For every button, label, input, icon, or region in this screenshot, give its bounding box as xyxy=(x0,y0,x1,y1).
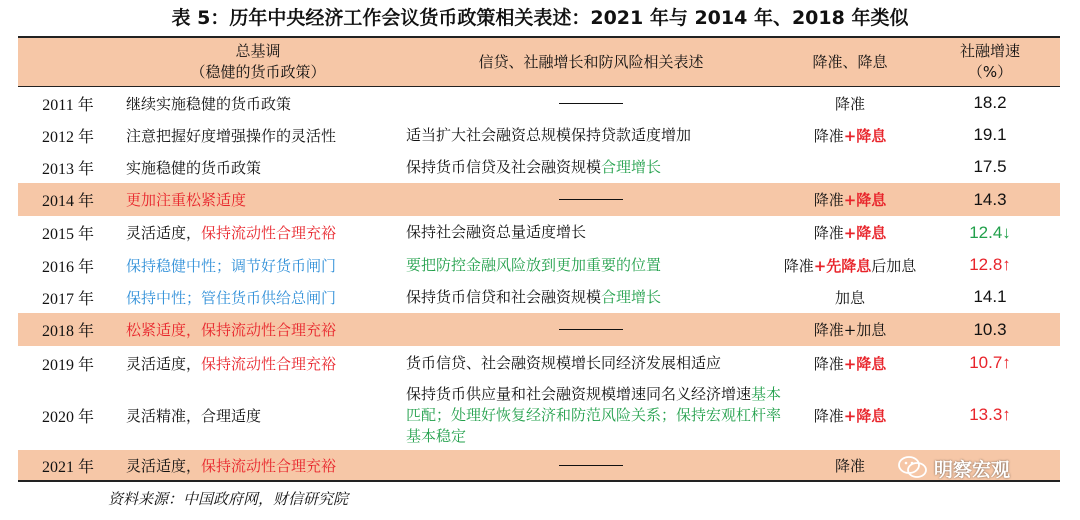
rate-text xyxy=(814,125,887,146)
dash-line xyxy=(559,103,623,104)
rate-segment: 加息 xyxy=(834,288,865,307)
tsf-cell xyxy=(920,380,1060,450)
tsf-cell xyxy=(920,313,1060,346)
credit-cell-empty xyxy=(402,313,780,346)
policy-segment: 保持流动性合理充裕 xyxy=(201,456,337,475)
policy-text xyxy=(126,255,336,276)
credit-segment: 保持货币信贷及社会融资规模 xyxy=(406,157,602,176)
rate-text xyxy=(814,353,887,374)
table-row xyxy=(18,216,1060,249)
credit-cell xyxy=(406,380,786,450)
policy-cell xyxy=(126,216,406,249)
credit-segment: 保持货币供应量和社会融资规模增速同名义经济增速 xyxy=(406,384,752,403)
table-row xyxy=(18,249,1060,281)
rate-text xyxy=(814,189,887,210)
tsf-cell xyxy=(920,87,1060,119)
tsf-value: 18.2 xyxy=(973,93,1007,112)
policy-cell xyxy=(126,87,406,119)
year-cell: 2019 年 xyxy=(41,356,94,374)
rate-segment: 降准 xyxy=(813,224,844,242)
arrow-up-icon: ↑ xyxy=(1002,255,1011,274)
policy-cell xyxy=(126,281,406,313)
policy-cell xyxy=(126,313,406,346)
rate-text xyxy=(814,319,887,340)
year-cell: 2021 年 xyxy=(41,458,94,476)
year-cell: 2014 年 xyxy=(41,193,94,210)
rate-cell xyxy=(780,249,920,281)
credit-segment: 保持货币信贷和社会融资规模 xyxy=(406,287,602,306)
arrow-up-icon: ↑ xyxy=(1002,353,1011,372)
rate-cell xyxy=(780,281,920,313)
policy-text xyxy=(126,189,246,210)
policy-segment: 灵活精准，合理适度 xyxy=(126,406,262,425)
header-credit xyxy=(402,38,780,86)
credit-cell-empty xyxy=(402,450,780,480)
tsf-cell xyxy=(920,119,1060,151)
credit-text xyxy=(406,353,721,374)
wechat-icon xyxy=(898,455,928,481)
year-cell: 2015 年 xyxy=(41,226,94,243)
tsf-value: 10.3 xyxy=(973,319,1007,339)
rate-segment: 后加息 xyxy=(871,256,917,275)
credit-cell xyxy=(406,249,786,281)
rate-segment: 降准 xyxy=(834,456,865,475)
table-row xyxy=(18,281,1060,313)
credit-cell xyxy=(406,346,786,380)
year-cell: 2013 年 xyxy=(41,160,94,178)
rate-text xyxy=(835,287,865,308)
tsf-cell xyxy=(920,216,1060,249)
header-rate xyxy=(780,38,920,86)
tsf-value: 10.7 xyxy=(969,353,1003,372)
policy-text xyxy=(126,222,336,243)
rate-cell xyxy=(780,313,920,346)
tsf-value: 12.4 xyxy=(969,222,1003,242)
policy-text xyxy=(126,93,291,114)
policy-cell xyxy=(126,119,406,151)
policy-segment: 灵活适度， xyxy=(126,224,202,242)
credit-cell xyxy=(406,281,786,313)
tsf-value: 17.5 xyxy=(973,157,1007,176)
dash-line xyxy=(559,465,623,466)
policy-cell xyxy=(126,151,406,183)
credit-segment: 合理增长 xyxy=(601,287,662,306)
rate-segment: 降准 xyxy=(813,126,844,145)
rate-text xyxy=(835,93,865,114)
tsf-cell xyxy=(920,151,1060,183)
source-note: 资料来源：中国政府网，财信研究院 xyxy=(108,490,349,508)
table-row xyxy=(18,119,1060,151)
arrow-up-icon: ↑ xyxy=(1002,405,1011,424)
header-credit-label: 信贷、社融增长和防风险相关表述 xyxy=(478,52,704,71)
policy-text xyxy=(126,319,336,340)
policy-cell xyxy=(126,249,406,281)
policy-text xyxy=(126,125,336,146)
rate-text xyxy=(835,455,865,476)
table-row xyxy=(18,87,1060,119)
policy-segment: 保持流动性合理充裕 xyxy=(201,224,337,242)
credit-cell xyxy=(406,119,786,151)
credit-text xyxy=(406,287,661,308)
credit-text xyxy=(406,157,661,178)
policy-segment: 实施稳健的货币政策 xyxy=(126,158,262,177)
arrow-down-icon: ↓ xyxy=(1002,222,1011,242)
header-tsf xyxy=(920,38,1060,86)
policy-text xyxy=(126,157,261,178)
rate-cell xyxy=(780,346,920,380)
header-policy-line2: （稳健的货币政策） xyxy=(190,63,326,81)
credit-cell-empty xyxy=(402,87,780,119)
credit-cell-empty xyxy=(402,183,780,216)
table-header xyxy=(18,38,1060,86)
policy-text xyxy=(126,455,336,476)
watermark xyxy=(898,452,1010,484)
rate-cell xyxy=(780,151,920,183)
rate-segment: +降息 xyxy=(843,191,887,209)
header-policy xyxy=(118,38,398,86)
header-rate-label: 降准、降息 xyxy=(812,52,888,71)
table-title: 表 5：历年中央经济工作会议货币政策相关表述：2021 年与 2014 年、2018 年类似 xyxy=(171,7,909,29)
year-cell: 2011 年 xyxy=(42,96,94,114)
policy-segment: 灵活适度， xyxy=(126,456,202,475)
rate-segment: +降息 xyxy=(843,406,887,425)
table-row xyxy=(18,346,1060,380)
policy-segment: 松紧适度，保持流动性合理充裕 xyxy=(126,321,337,339)
rate-cell xyxy=(780,183,920,216)
credit-cell xyxy=(406,151,786,183)
rate-cell xyxy=(780,119,920,151)
credit-segment: 合理增长 xyxy=(601,157,662,176)
dash-line xyxy=(559,329,623,330)
rate-segment: +降息 xyxy=(843,224,887,242)
policy-segment: 继续实施稳健的货币政策 xyxy=(126,94,292,113)
policy-text xyxy=(126,405,261,426)
rate-text xyxy=(784,255,917,276)
credit-text xyxy=(406,255,661,276)
rate-cell xyxy=(780,216,920,249)
tsf-value: 14.1 xyxy=(973,287,1007,306)
header-tsf-line2: （%） xyxy=(967,63,1013,81)
rate-segment: 降准+加息 xyxy=(813,321,887,339)
tsf-cell xyxy=(920,346,1060,380)
rate-segment: 降准 xyxy=(813,354,844,373)
credit-segment: 要把防控金融风险放到更加重要的位置 xyxy=(406,255,662,274)
rate-segment: +降息 xyxy=(843,354,887,373)
rate-segment: 降准 xyxy=(834,94,865,113)
credit-text xyxy=(406,384,786,447)
credit-text xyxy=(406,222,586,243)
table-row xyxy=(18,380,1060,450)
rate-segment: 降准 xyxy=(813,191,844,209)
rate-cell xyxy=(780,380,920,450)
header-tsf-line1: 社融增速 xyxy=(959,42,1020,60)
policy-segment: 保持流动性合理充裕 xyxy=(201,354,337,373)
credit-segment: 保持社会融资总量适度增长 xyxy=(406,223,587,241)
policy-cell xyxy=(126,380,406,450)
policy-segment: 注意把握好度增强操作的灵活性 xyxy=(126,126,337,145)
policy-segment: 保持中性；管住货币供给总闸门 xyxy=(126,288,337,307)
tsf-value: 14.3 xyxy=(973,189,1007,209)
rate-text xyxy=(814,405,887,426)
policy-text xyxy=(126,287,336,308)
year-cell: 2012 年 xyxy=(41,128,94,146)
policy-segment: 灵活适度， xyxy=(126,354,202,373)
credit-segment: 货币信贷、社会融资规模增长同经济发展相适应 xyxy=(406,353,722,372)
policy-text xyxy=(126,353,336,374)
table-row xyxy=(18,313,1060,346)
rate-text xyxy=(814,222,887,243)
year-cell: 2020 年 xyxy=(41,408,94,426)
credit-text xyxy=(406,125,691,146)
rate-cell xyxy=(780,87,920,119)
tsf-value: 19.1 xyxy=(973,125,1007,144)
policy-segment: 保持稳健中性；调节好货币闸门 xyxy=(126,256,337,275)
header-policy-line1: 总基调 xyxy=(235,42,281,60)
table-row xyxy=(18,151,1060,183)
tsf-value: 13.3 xyxy=(969,405,1003,424)
credit-segment: 基本匹配；处理好恢复经济和防范风险关系；保持宏观杠杆率基本稳定 xyxy=(406,384,782,445)
year-cell: 2017 年 xyxy=(41,290,94,308)
year-cell: 2018 年 xyxy=(41,323,94,340)
credit-segment: 适当扩大社会融资总规模保持贷款适度增加 xyxy=(406,125,692,144)
rate-segment: 降准 xyxy=(813,406,844,425)
table-row xyxy=(18,183,1060,216)
rate-segment: 降准 xyxy=(783,256,814,275)
dash-line xyxy=(559,199,623,200)
policy-cell xyxy=(126,450,406,480)
tsf-cell xyxy=(920,249,1060,281)
policy-cell xyxy=(126,346,406,380)
year-cell: 2016 年 xyxy=(41,258,94,276)
credit-cell xyxy=(406,216,786,249)
policy-cell xyxy=(126,183,406,216)
rate-segment: +降息 xyxy=(843,126,887,145)
tsf-value: 12.8 xyxy=(969,255,1003,274)
tsf-cell xyxy=(920,183,1060,216)
tsf-cell xyxy=(920,281,1060,313)
watermark-text: 明察宏观 xyxy=(934,458,1011,481)
rate-segment: +先降息 xyxy=(813,256,872,275)
policy-segment: 更加注重松紧适度 xyxy=(126,191,247,209)
